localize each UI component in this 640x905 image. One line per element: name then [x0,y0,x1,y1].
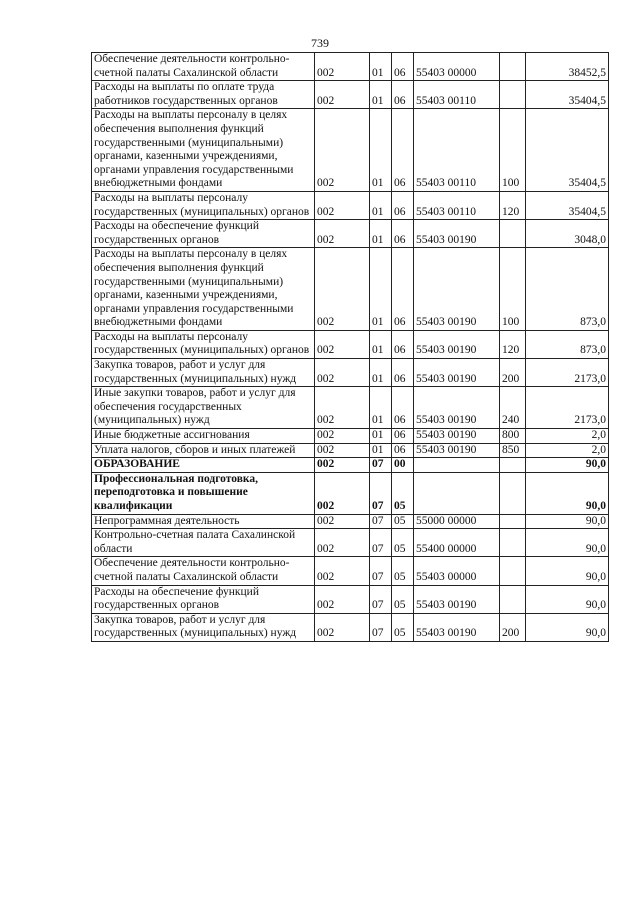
department-code-cell: 002 [315,472,370,514]
section-code-cell: 07 [370,514,392,529]
section-code-cell: 07 [370,472,392,514]
subsection-code-cell: 05 [392,472,414,514]
amount-cell: 2,0 [526,443,609,458]
expense-type-cell: 120 [500,330,526,358]
department-code-cell: 002 [315,53,370,81]
target-article-cell: 55403 00190 [414,613,500,641]
subsection-code-cell: 06 [392,443,414,458]
target-article-cell: 55403 00110 [414,191,500,219]
expense-type-cell: 200 [500,613,526,641]
subsection-code-cell: 06 [392,191,414,219]
target-article-cell: 55403 00190 [414,387,500,429]
amount-cell: 90,0 [526,613,609,641]
table-row [92,359,609,387]
amount-cell: 90,0 [526,529,609,557]
expense-type-cell [500,53,526,81]
department-code-cell: 002 [315,458,370,473]
subsection-code-cell: 06 [392,359,414,387]
table-row [92,109,609,192]
expense-name-cell: Расходы на выплаты по оплате труда работников государственных органов [92,81,315,109]
expense-name-cell: Расходы на обеспечение функций государственных органов [92,585,315,613]
department-code-cell: 002 [315,529,370,557]
table-row [92,220,609,248]
table-row [92,248,609,331]
expense-type-cell [500,472,526,514]
amount-cell: 35404,5 [526,81,609,109]
target-article-cell [414,472,500,514]
amount-cell: 2173,0 [526,359,609,387]
section-code-cell: 07 [370,458,392,473]
table-row [92,529,609,557]
target-article-cell: 55000 00000 [414,514,500,529]
department-code-cell: 002 [315,557,370,585]
expense-name-cell: Расходы на выплаты персоналу в целях обеспечения выполнения функций государственными (муниципальными) органами, казенными учреждениями, органами управления государственными внебюджетными фондами [92,109,315,192]
table-row [92,613,609,641]
amount-cell: 90,0 [526,472,609,514]
amount-cell: 38452,5 [526,53,609,81]
department-code-cell: 002 [315,429,370,444]
expense-name-cell: Иные закупки товаров, работ и услуг для обеспечения государственных (муниципальных) нужд [92,387,315,429]
amount-cell: 90,0 [526,585,609,613]
subsection-code-cell: 06 [392,53,414,81]
section-code-cell: 01 [370,443,392,458]
target-article-cell: 55403 00190 [414,585,500,613]
target-article-cell [414,458,500,473]
department-code-cell: 002 [315,248,370,331]
section-code-cell: 01 [370,429,392,444]
expense-name-cell: Обеспечение деятельности контрольно-счетной палаты Сахалинской области [92,557,315,585]
section-code-cell: 01 [370,191,392,219]
amount-cell: 90,0 [526,557,609,585]
section-code-cell: 01 [370,220,392,248]
expense-name-cell: ОБРАЗОВАНИЕ [92,458,315,473]
section-code-cell: 01 [370,248,392,331]
section-code-cell: 01 [370,109,392,192]
section-code-cell: 01 [370,359,392,387]
target-article-cell: 55403 00110 [414,81,500,109]
table-row [92,387,609,429]
expense-name-cell: Расходы на выплаты персоналу в целях обеспечения выполнения функций государственными (муниципальными) органами, казенными учреждениями, органами управления государственными внебюджетными фондами [92,248,315,331]
target-article-cell: 55403 00190 [414,429,500,444]
amount-cell: 873,0 [526,248,609,331]
section-code-cell: 07 [370,613,392,641]
department-code-cell: 002 [315,359,370,387]
expense-type-cell [500,557,526,585]
subsection-code-cell: 06 [392,220,414,248]
subsection-code-cell: 06 [392,387,414,429]
department-code-cell: 002 [315,330,370,358]
subsection-code-cell: 05 [392,557,414,585]
expense-type-cell [500,514,526,529]
amount-cell: 2,0 [526,429,609,444]
target-article-cell: 55403 00000 [414,557,500,585]
subsection-code-cell: 05 [392,529,414,557]
expense-type-cell: 800 [500,429,526,444]
expense-name-cell: Уплата налогов, сборов и иных платежей [92,443,315,458]
department-code-cell: 002 [315,220,370,248]
expense-type-cell: 200 [500,359,526,387]
section-code-cell: 07 [370,585,392,613]
section-code-cell: 01 [370,81,392,109]
table-row [92,81,609,109]
expense-type-cell: 240 [500,387,526,429]
subsection-code-cell: 06 [392,330,414,358]
expense-name-cell: Контрольно-счетная палата Сахалинской области [92,529,315,557]
target-article-cell: 55403 00110 [414,109,500,192]
expense-type-cell [500,585,526,613]
expense-type-cell: 100 [500,248,526,331]
target-article-cell: 55400 00000 [414,529,500,557]
target-article-cell: 55403 00000 [414,53,500,81]
expense-type-cell: 850 [500,443,526,458]
expense-name-cell: Обеспечение деятельности контрольно-счетной палаты Сахалинской области [92,53,315,81]
budget-table [91,52,609,642]
section-code-cell: 07 [370,557,392,585]
expense-name-cell: Расходы на обеспечение функций государственных органов [92,220,315,248]
expense-type-cell [500,81,526,109]
table-row [92,191,609,219]
amount-cell: 3048,0 [526,220,609,248]
department-code-cell: 002 [315,387,370,429]
expense-type-cell [500,529,526,557]
department-code-cell: 002 [315,585,370,613]
table-row [92,443,609,458]
department-code-cell: 002 [315,443,370,458]
expense-name-cell: Непрограммная деятельность [92,514,315,529]
expense-name-cell: Иные бюджетные ассигнования [92,429,315,444]
table-row [92,557,609,585]
subsection-code-cell: 00 [392,458,414,473]
department-code-cell: 002 [315,613,370,641]
department-code-cell: 002 [315,514,370,529]
department-code-cell: 002 [315,109,370,192]
table-row [92,429,609,444]
expense-type-cell: 100 [500,109,526,192]
target-article-cell: 55403 00190 [414,443,500,458]
section-code-cell: 01 [370,53,392,81]
department-code-cell: 002 [315,81,370,109]
target-article-cell: 55403 00190 [414,330,500,358]
budget-table-body [92,53,609,642]
section-code-cell: 07 [370,529,392,557]
page-number: 739 [311,36,329,50]
expense-type-cell [500,458,526,473]
expense-type-cell [500,220,526,248]
amount-cell: 35404,5 [526,191,609,219]
amount-cell: 2173,0 [526,387,609,429]
subsection-code-cell: 05 [392,585,414,613]
table-row [92,53,609,81]
amount-cell: 90,0 [526,514,609,529]
section-code-cell: 01 [370,330,392,358]
expense-name-cell: Закупка товаров, работ и услуг для государственных (муниципальных) нужд [92,613,315,641]
table-row [92,472,609,514]
subsection-code-cell: 06 [392,109,414,192]
amount-cell: 90,0 [526,458,609,473]
target-article-cell: 55403 00190 [414,220,500,248]
table-row [92,458,609,473]
expense-name-cell: Расходы на выплаты персоналу государственных (муниципальных) органов [92,191,315,219]
target-article-cell: 55403 00190 [414,248,500,331]
department-code-cell: 002 [315,191,370,219]
subsection-code-cell: 05 [392,514,414,529]
section-code-cell: 01 [370,387,392,429]
expense-name-cell: Профессиональная подготовка, переподготовка и повышение квалификации [92,472,315,514]
table-row [92,330,609,358]
table-row [92,514,609,529]
subsection-code-cell: 06 [392,81,414,109]
table-row [92,585,609,613]
subsection-code-cell: 05 [392,613,414,641]
expense-type-cell: 120 [500,191,526,219]
amount-cell: 35404,5 [526,109,609,192]
target-article-cell: 55403 00190 [414,359,500,387]
amount-cell: 873,0 [526,330,609,358]
expense-name-cell: Расходы на выплаты персоналу государственных (муниципальных) органов [92,330,315,358]
subsection-code-cell: 06 [392,429,414,444]
expense-name-cell: Закупка товаров, работ и услуг для государственных (муниципальных) нужд [92,359,315,387]
subsection-code-cell: 06 [392,248,414,331]
